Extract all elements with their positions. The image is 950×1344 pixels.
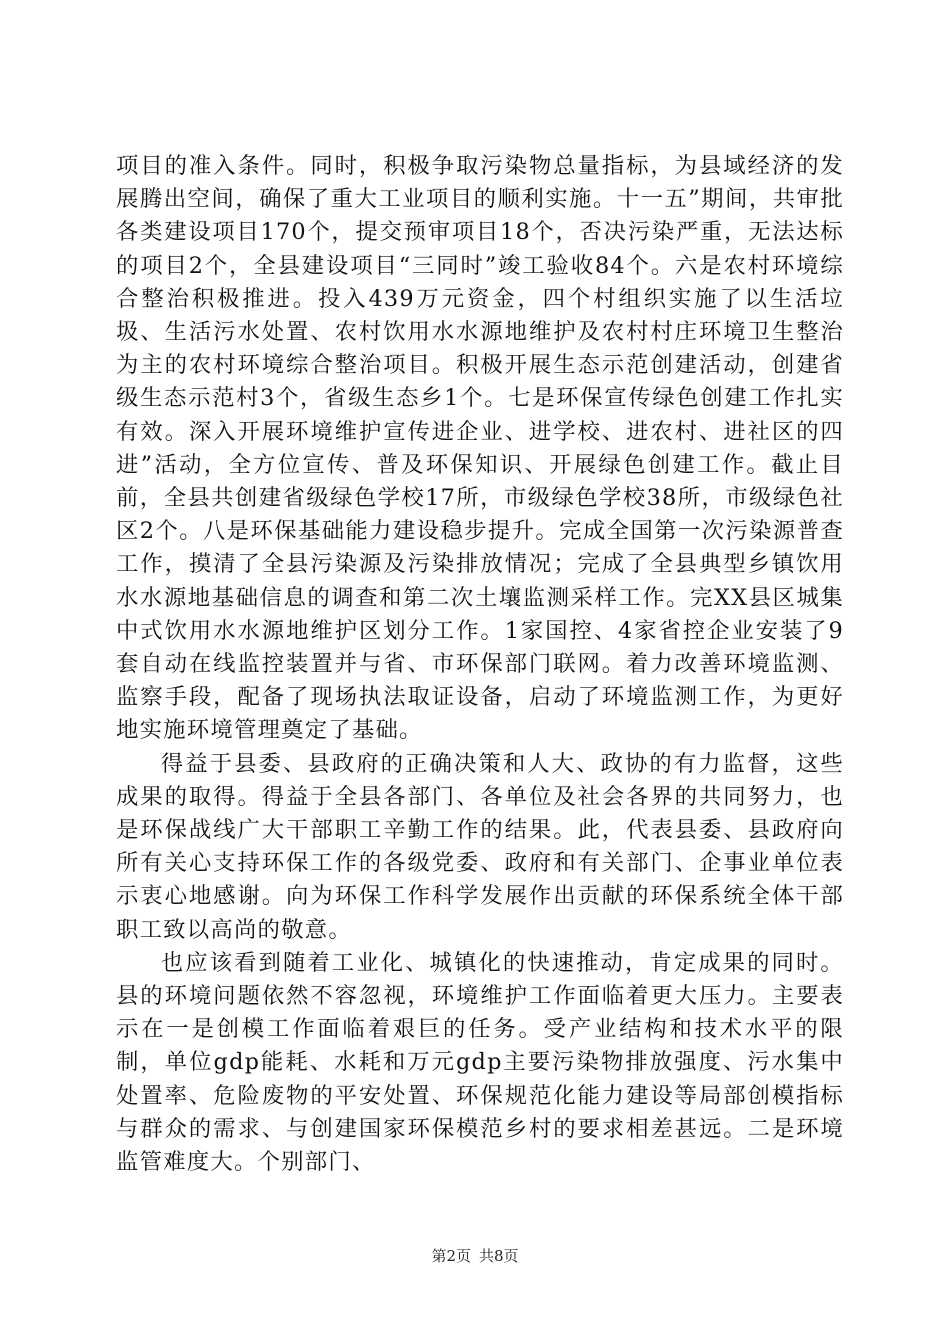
paragraph-3: 也应该看到随着工业化、城镇化的快速推动，肯定成果的同时。县的环境问题依然不容忽视，环境维护工作面临着更大压力。主要表示在一是创模工作面临着艰巨的任务。受产业结构和技术水平的限制，单位gdp能耗、水耗和万元gdp主要污染物排放强度、污水集中处置率、危险废物的平安处置、环保规范化能力建设等局部创模指标与群众的需求、与创建国家环保模范乡村的要求相差甚远。二是环境监管难度大。个别部门、 xyxy=(116,949,844,1176)
paragraph-1: 项目的准入条件。同时，积极争取污染物总量指标，为县域经济的发展腾出空间，确保了重大工业项目的顺利实施。十一五”期间，共审批各类建设项目170个，提交预审项目18个，否决污染严重，无法达标的项目2个，全县建设项目“三同时”竣工验收84个。六是农村环境综合整治积极推进。投入439万元资金，四个村组织实施了以生活垃圾、生活污水处置、农村饮用水水源地维护及农村村庄环境卫生整治为主的农村环境综合整治项目。积极开展生态示范创建活动，创建省级生态示范村3个，省级生态乡1个。七是环保宣传绿色创建工作扎实有效。深入开展环境维护宣传进企业、进学校、进农村、进社区的四进”活动，全方位宣传、普及环保知识、开展绿色创建工作。截止目前，全县共创建省级绿色学校17所，市级绿色学校38所，市级绿色社区2个。八是环保基础能力建设稳步提升。完成全国第一次污染源普查工作，摸清了全县污染源及污染排放情况；完成了全县典型乡镇饮用水水源地基础信息的调查和第二次土壤监测采样工作。完XX县区城集中式饮用水水源地维护区划分工作。1家国控、4家省控企业安装了9套自动在线监控装置并与省、市环保部门联网。着力改善环境监测、监察手段，配备了现场执法取证设备，启动了环境监测工作，为更好地实施环境管理奠定了基础。 xyxy=(116,153,844,744)
paragraph-2: 得益于县委、县政府的正确决策和人大、政协的有力监督，这些成果的取得。得益于全县各部门、各单位及社会各界的共同努力，也是环保战线广大干部职工辛勤工作的结果。此，代表县委、县政府向所有关心支持环保工作的各级党委、政府和有关部门、企事业单位表示衷心地感谢。向为环保工作科学发展作出贡献的环保系统全体干部职工致以高尚的敬意。 xyxy=(116,750,844,943)
page-number: 第2页 xyxy=(431,1247,471,1265)
page-footer xyxy=(0,1246,950,1266)
document-body xyxy=(116,150,844,1179)
page-total: 共8页 xyxy=(479,1247,519,1265)
